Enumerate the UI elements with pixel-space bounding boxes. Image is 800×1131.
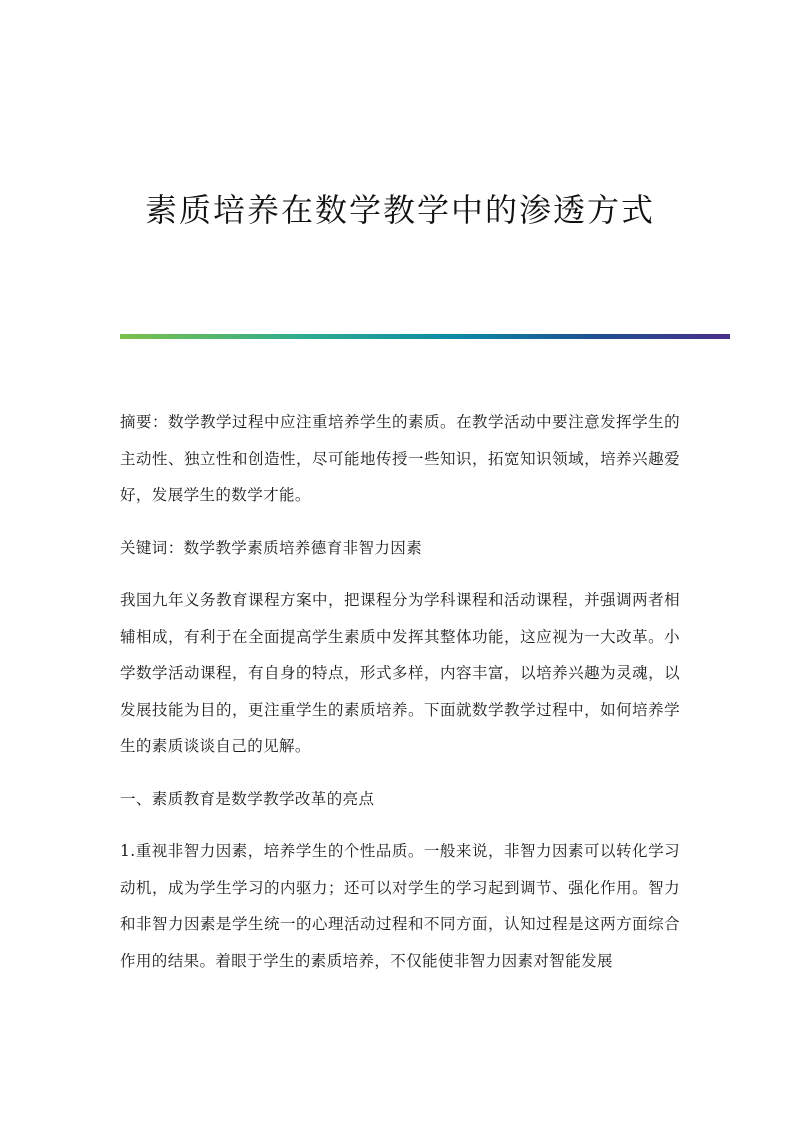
document-body — [120, 404, 680, 995]
keywords-paragraph: 关键词：数学教学素质培养德育非智力因素 — [120, 538, 423, 557]
point-1-paragraph: 1.重视非智力因素，培养学生的个性品质。一般来说，非智力因素可以转化学习动机，成为学生学习的内驱力；还可以对学生的学习起到调节、强化作用。智力和非智力因素是学生统一的心理活动过程和不同方面，认知过程是这两方面综合作用的结果。着眼于学生的素质培养，不仅能使非智力因素对智能发展 — [120, 842, 680, 970]
title-divider — [120, 334, 730, 339]
section-heading: 一、素质教育是数学教学改革的亮点 — [120, 789, 375, 808]
abstract-paragraph: 摘要：数学教学过程中应注重培养学生的素质。在教学活动中要注意发挥学生的主动性、独立性和创造性，尽可能地传授一些知识，拓宽知识领域，培养兴趣爱好，发展学生的数学才能。 — [120, 413, 680, 504]
page-title: 素质培养在数学教学中的渗透方式 — [144, 191, 655, 229]
intro-paragraph: 我国九年义务教育课程方案中，把课程分为学科课程和活动课程，并强调两者相辅相成，有利于在全面提高学生素质中发挥其整体功能，这应视为一大改革。小学数学活动课程，有自身的特点，形式多样，内容丰富，以培养兴趣为灵魂，以发展技能为目的，更注重学生的素质培养。下面就数学教学过程中，如何培养学生的素质谈谈自己的见解。 — [120, 591, 680, 755]
